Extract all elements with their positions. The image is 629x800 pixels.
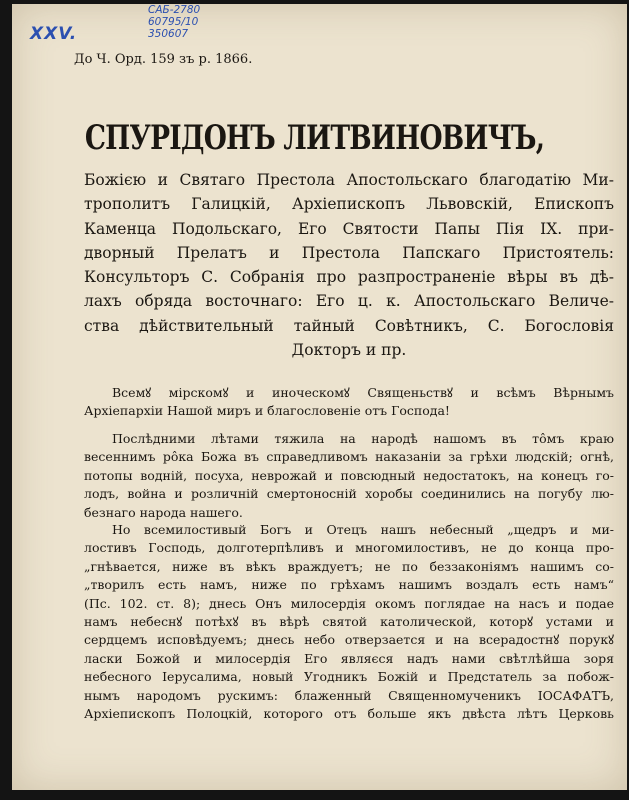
paragraph-line: „творилъ есть намъ, ниже по грѣхамъ нашимъ воздалъ есть намъ“ <box>84 577 614 593</box>
paragraph-line: нымъ народомъ рускимъ: блаженный Священномученикъ ІОСАФАТЪ, <box>84 687 614 703</box>
titles-line: трополитъ Галицкій, Архіепископъ Львовскій, Епископъ <box>84 195 614 214</box>
greeting-block <box>84 384 614 421</box>
paragraph-1 <box>84 430 614 522</box>
order-number: До Ч. Орд. 159 зъ р. 1866. <box>74 52 253 67</box>
titles-line: Каменца Подольскаго, Его Святости Папы Пія IX. при- <box>84 219 614 238</box>
paragraph-line: лодъ, война и розличній смертоносній хоробы соединились на погубу лю- <box>84 486 614 502</box>
paragraph-line: весеннимъ рôка Божа въ справедливомъ наказаніи за грѣхи людскій; огнѣ, <box>84 449 614 465</box>
paragraph-line: (Пс. 102. ст. 8); днесь Онъ милосердія окомъ поглядае на насъ и подае <box>84 595 614 611</box>
paragraph-line: потопы водній, посуха, неврожай и повсюдный недостатокъ, на конецъ го- <box>84 467 614 483</box>
greeting-line: Архіепархіи Нашой миръ и благословеніе отъ Господа! <box>84 403 450 419</box>
handwritten-codes <box>148 4 200 40</box>
titles-line: дворный Прелатъ и Престола Папскаго Пристоятель: <box>84 243 614 262</box>
paragraph-line: „гнѣвается, ниже въ вѣкъ враждуетъ; не по беззаконіямъ нашимъ со- <box>84 558 614 574</box>
titles-line: лахъ обряда восточнаго: Его ц. к. Апостольскаго Величе- <box>84 292 614 311</box>
paragraph-line: безнаго народа нашего. <box>84 504 243 520</box>
paragraph-line: лостивъ Господь, долготерпѣливъ и многомилостивъ, не до конца про- <box>84 540 614 556</box>
paragraph-line: ласки Божой и милосердія Его являєся надъ нами свѣтлѣйша зоря <box>84 650 614 666</box>
titles-line: Докторъ и пр. <box>291 341 407 360</box>
paragraph-line: небесного Іерусалима, новый Угодникъ Божій и Предстатель за побож- <box>84 669 614 685</box>
handwritten-code: 350607 <box>148 28 189 40</box>
paragraph-line: намъ небеснꙋ потѣхꙋ въ вѣрѣ святой католической, которꙋ устами и <box>84 614 614 630</box>
titles-block <box>84 168 614 362</box>
page-title: СПУРІДОНЪ ЛИТВИНОВИЧЪ, <box>84 118 545 158</box>
paragraph-line: Послѣдними лѣтами тяжила на народѣ нашомъ въ тôмъ краю <box>112 431 614 446</box>
titles-line: Консульторъ С. Собранія про разпространеніе вѣры въ дѣ- <box>84 268 614 287</box>
paragraph-2 <box>84 521 614 723</box>
titles-line: Божією и Святаго Престола Апостольскаго благодатію Ми- <box>84 171 614 189</box>
paragraph-line: Но всемилостивый Богъ и Отецъ нашъ небесный „щедръ и ми- <box>112 522 614 537</box>
paragraph-line: Архіепископъ Полоцкій, которого отъ больше якъ двѣста лѣтъ Церковь <box>84 706 614 722</box>
handwritten-code: 60795/10 <box>148 16 199 28</box>
handwritten-roman-numeral: XXV. <box>30 24 78 44</box>
titles-line: ства дѣйствительный тайный Совѣтникъ, С. Богословія <box>84 316 614 335</box>
greeting-line: Всемꙋ мірскомꙋ и иноческомꙋ Священьствꙋ и всѣмъ Вѣрнымъ <box>112 385 614 400</box>
handwritten-code: САБ-2780 <box>148 4 201 16</box>
paragraph-line: сердцемъ исповѣдуемъ; днесь небо отверзается и на всерадостнꙋ порукꙋ <box>84 632 614 648</box>
